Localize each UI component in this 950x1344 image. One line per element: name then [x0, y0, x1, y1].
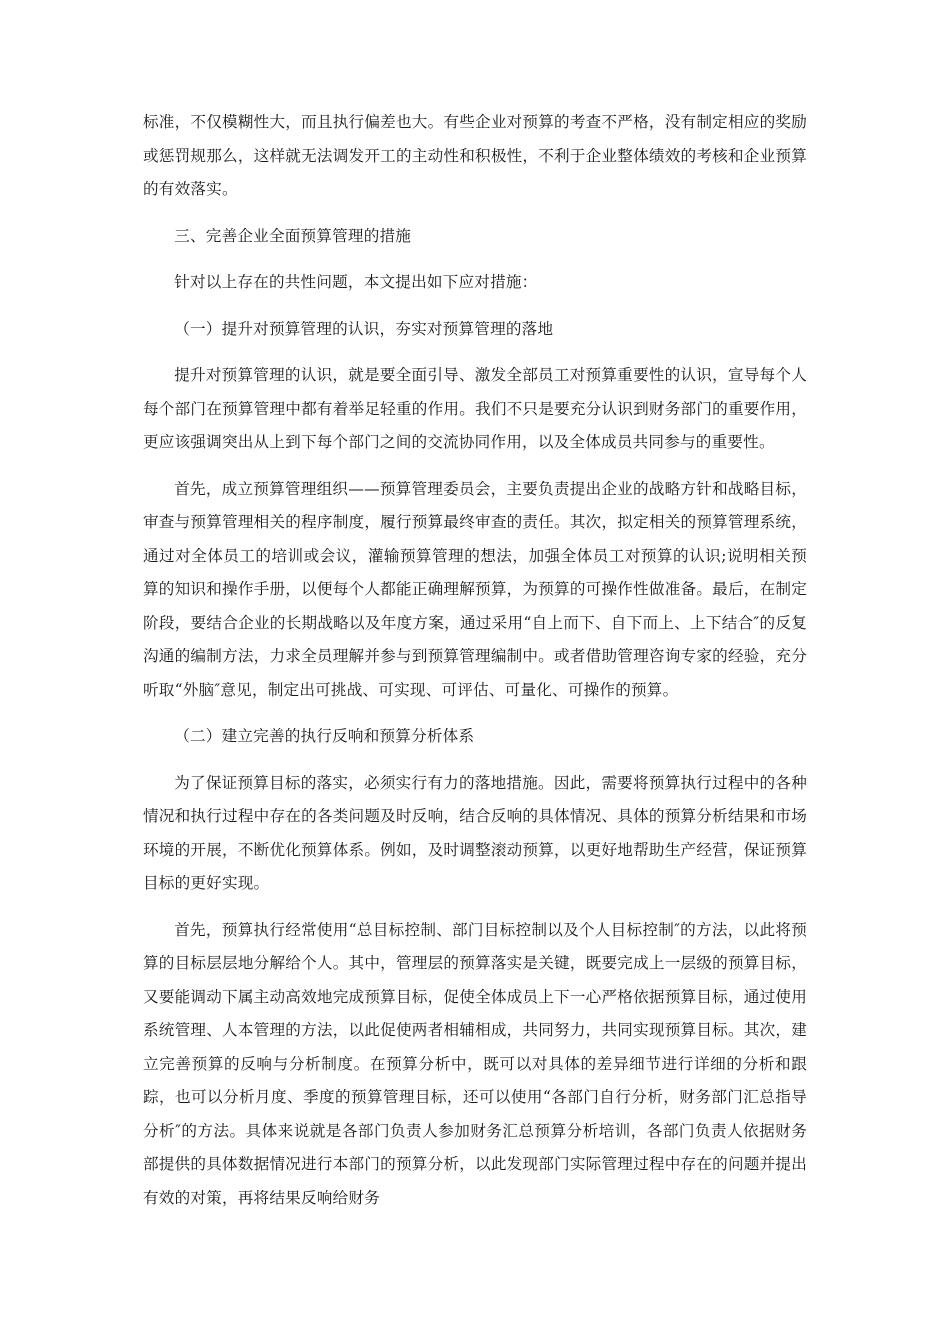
- subsection-heading-1: （一）提升对预算管理的认识，夯实对预算管理的落地: [174, 319, 554, 338]
- subsection-heading-2: （二）建立完善的执行反响和预算分析体系: [174, 727, 475, 745]
- document-body: [143, 106, 807, 1215]
- paragraph: 首先，预算执行经常使用“总目标控制、部门目标控制以及个人目标控制″的方法，以此将预算的目标层层地分解给个人。其中，管理层的预算落实是关键，既要完成上一层级的预算目标，又要能调动下属主动高效地完成预算目标，促使全体成员上下一心严格依据预算目标，通过使用系统管理、人本管理的方法，以此促使两者相辅相成，共同努力，共同实现预算目标。其次，建立完善预算的反响与分析制度。在预算分析中，既可以对具体的差异细节进行详细的分析和跟踪，也可以分析月度、季度的预算管理目标，还可以使用“各部门自行分析，财务部门汇总指导分析″的方法。具体来说就是各部门负责人参加财务汇总预算分析培训，各部门负责人依据财务部提供的具体数据情况进行本部门的预算分析，以此发现部门实际管理过程中存在的问题并提出有效的对策，再将结果反响给财务: [143, 920, 807, 1207]
- paragraph: 为了保证预算目标的落实，必须实行有力的落地措施。因此，需要将预算执行过程中的各种情况和执行过程中存在的各类问题及时反响，结合反响的具体情况、具体的预算分析结果和市场环境的开展，不断优化预算体系。例如，及时调整滚动预算，以更好地帮助生产经营，保证预算目标的更好实现。: [143, 773, 807, 892]
- paragraph-intro: 针对以上存在的共性问题，本文提出如下应对措施：: [174, 273, 538, 291]
- paragraph: 提升对预算管理的认识，就是要全面引导、激发全部员工对预算重要性的认识，宣导每个人每个部门在预算管理中都有着举足轻重的作用。我们不只是要充分认识到财务部门的重要作用，更应该强调突出从上到下每个部门之间的交流协同作用，以及全体成员共同参与的重要性。: [143, 366, 807, 451]
- section-heading: 三、完善企业全面预算管理的措施: [174, 226, 412, 245]
- paragraph-continuation: 标准，不仅模糊性大，而且执行偏差也大。有些企业对预算的考查不严格，没有制定相应的奖励或惩罚规那么，这样就无法调发开工的主动性和积极性，不利于企业整体绩效的考核和企业预算的有效落实。: [143, 113, 807, 198]
- paragraph: 首先，成立预算管理组织——预算管理委员会，主要负责提出企业的战略方针和战略目标，审查与预算管理相关的程序制度，履行预算最终审查的责任。其次，拟定相关的预算管理系统，通过对全体员工的培训或会议，灌输预算管理的想法，加强全体员工对预算的认识;说明相关预算的知识和操作手册，以便每个人都能正确理解预算，为预算的可操作性做准备。最后，在制定阶段，要结合企业的长期战略以及年度方案，通过采用“自上而下、自下而上、上下结合″的反复沟通的编制方法，力求全员理解并参与到预算管理编制中。或者借助管理咨询专家的经验，充分听取“外脑″意见，制定出可挑战、可实现、可评估、可量化、可操作的预算。: [143, 479, 807, 699]
